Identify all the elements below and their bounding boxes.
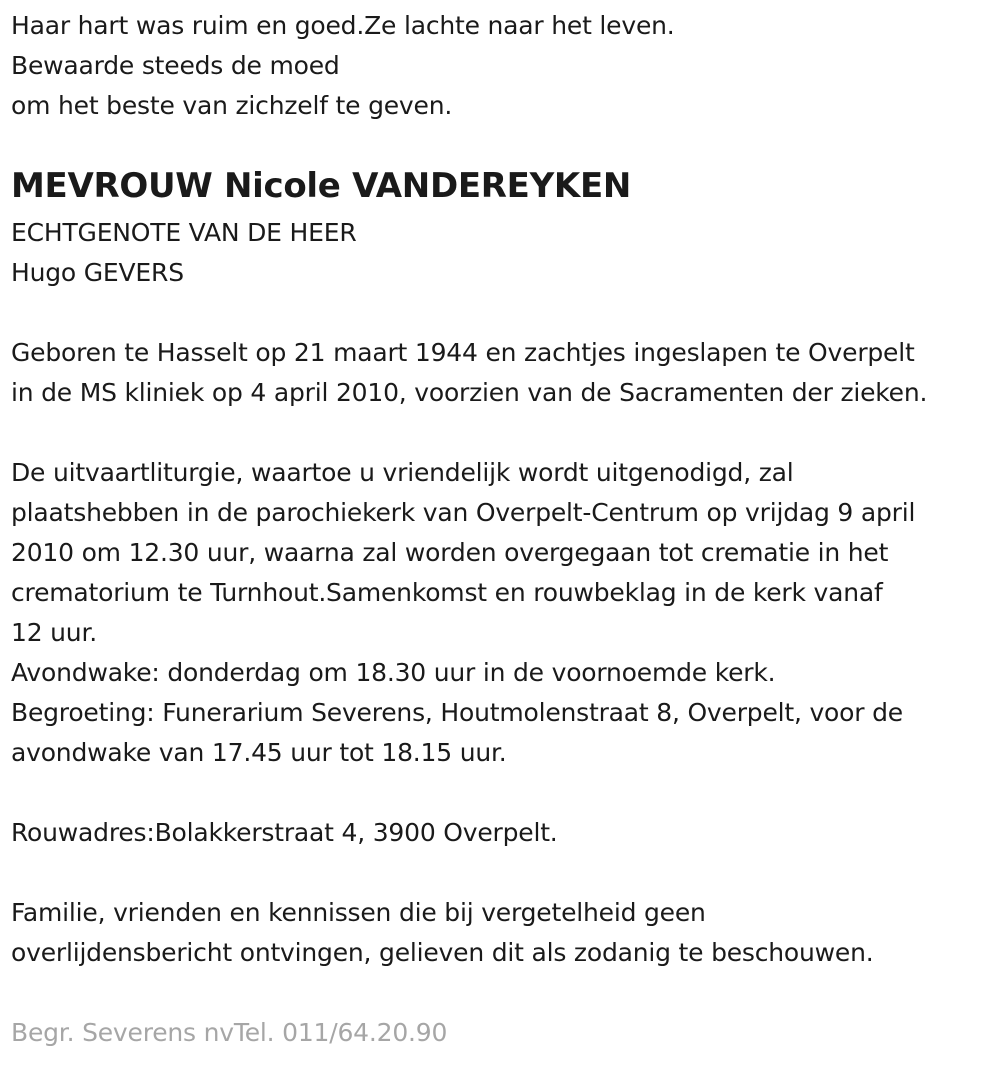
funeral-home-footer: Begr. Severens nvTel. 011/64.20.90 bbox=[11, 1018, 448, 1047]
deceased-name: MEVROUW Nicole VANDEREYKEN bbox=[11, 166, 632, 206]
obituary-notice bbox=[11, 6, 996, 1053]
funeral-paragraph bbox=[11, 453, 996, 773]
paragraph-line: crematorium te Turnhout.Samenkomst en rouwbeklag in de kerk vanaf bbox=[11, 578, 883, 607]
mourning-address: Rouwadres:Bolakkerstraat 4, 3900 Overpelt. bbox=[11, 818, 558, 847]
paragraph-line: Geboren te Hasselt op 21 maart 1944 en zachtjes ingeslapen te Overpelt bbox=[11, 338, 915, 367]
notice-paragraph bbox=[11, 893, 996, 973]
paragraph-line: plaatshebben in de parochiekerk van Overpelt-Centrum op vrijdag 9 april bbox=[11, 498, 916, 527]
paragraph-line: in de MS kliniek op 4 april 2010, voorzien van de Sacramenten der zieken. bbox=[11, 378, 928, 407]
poem-line: om het beste van zichzelf te geven. bbox=[11, 91, 453, 120]
paragraph-line: Begroeting: Funerarium Severens, Houtmolenstraat 8, Overpelt, voor de bbox=[11, 698, 903, 727]
relation-text: ECHTGENOTE VAN DE HEER bbox=[11, 218, 357, 247]
paragraph-line: De uitvaartliturgie, waartoe u vriendelijk wordt uitgenodigd, zal bbox=[11, 458, 794, 487]
paragraph-line: 12 uur. bbox=[11, 618, 97, 647]
paragraph-line: Familie, vrienden en kennissen die bij vergetelheid geen bbox=[11, 898, 706, 927]
paragraph-line: 2010 om 12.30 uur, waarna zal worden overgegaan tot crematie in het bbox=[11, 538, 889, 567]
paragraph-line: overlijdensbericht ontvingen, gelieven dit als zodanig te beschouwen. bbox=[11, 938, 874, 967]
birth-death-paragraph bbox=[11, 333, 996, 413]
poem-line: Haar hart was ruim en goed.Ze lachte naar het leven. bbox=[11, 11, 675, 40]
poem-line: Bewaarde steeds de moed bbox=[11, 51, 340, 80]
poem bbox=[11, 6, 996, 126]
paragraph-line: avondwake van 17.45 uur tot 18.15 uur. bbox=[11, 738, 507, 767]
spouse-name: Hugo GEVERS bbox=[11, 258, 184, 287]
paragraph-line: Avondwake: donderdag om 18.30 uur in de voornoemde kerk. bbox=[11, 658, 776, 687]
